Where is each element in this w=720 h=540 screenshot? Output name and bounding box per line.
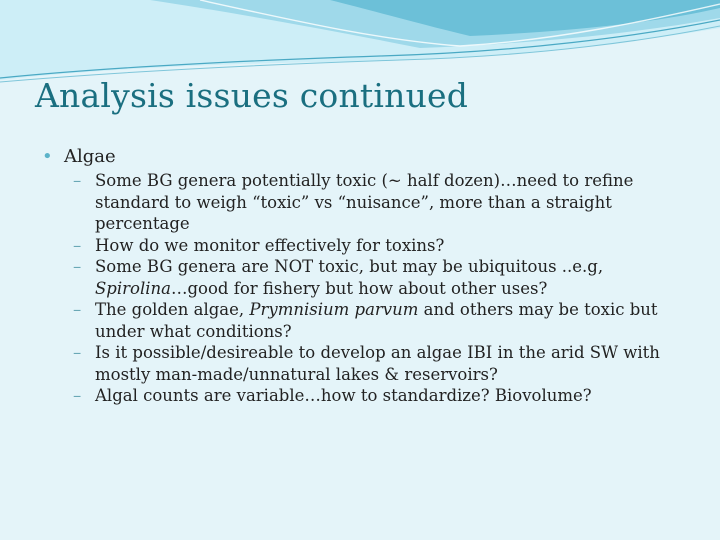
content-list [42,146,692,407]
dash-marker: – [73,257,82,276]
sub-item-text: The golden algae, [95,300,250,319]
dash-marker: – [73,300,82,319]
bullet-algae [42,146,692,407]
species-name: Prymnisium parvum [249,300,419,319]
dash-marker: – [73,171,82,190]
dash-marker: – [73,343,82,362]
sub-item [64,299,692,342]
sub-item [64,385,692,407]
sub-item [64,170,692,235]
sub-item-text: How do we monitor effectively for toxins? [95,235,445,255]
slide-title: Analysis issues continued [35,76,469,115]
sub-item-text: …good for fishery but how about other uses? [170,278,548,298]
bullet-label: Algae [64,146,116,167]
dash-marker: – [73,386,82,405]
dash-marker: – [73,235,82,255]
sub-item-text: Some BG genera potentially toxic (~ half dozen)…need to refine standard to weigh “toxic” vs “nuisance”, more than a straight percentage [95,171,634,233]
sub-item-text: and others may be toxic but under what conditions? [95,300,658,341]
sub-item-text: Is it possible/desireable to develop an algae IBI in the arid SW with mostly man-made/unnatural lakes & reservoirs? [95,343,660,384]
sub-item [64,342,692,385]
sub-item-text: Algal counts are variable…how to standardize? Biovolume? [95,386,592,405]
sub-item-text: Some BG genera are NOT toxic, but may be ubiquitous ..e.g, [95,257,604,276]
algae-sub-list [64,170,692,407]
genus-name: Spirolina [95,278,171,298]
sub-item [64,235,692,257]
sub-item [64,256,692,299]
